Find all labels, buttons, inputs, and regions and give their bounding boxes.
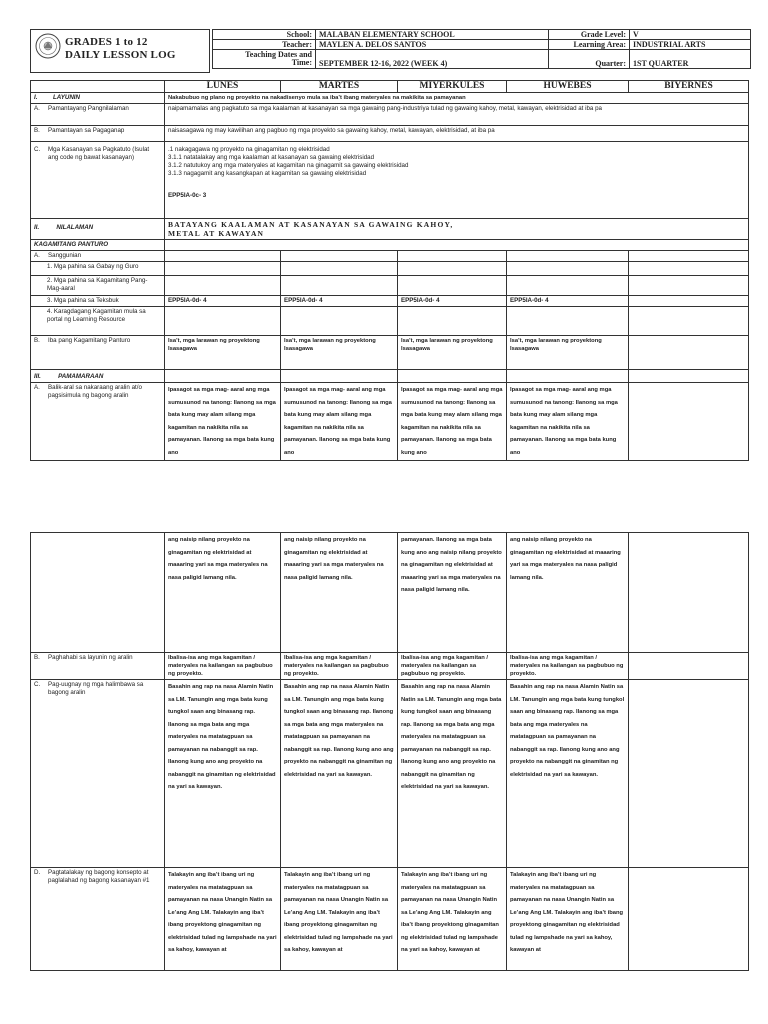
grade-label: Grade Level:: [549, 30, 630, 40]
day-header-miyerkules: MIYERKULES: [398, 81, 507, 93]
dates-value: SEPTEMBER 12-16, 2022 (WEEK 4): [316, 50, 549, 69]
gabay-guro-label: 1. Mga pahina sa Gabay ng Guro: [31, 262, 165, 276]
area-label: Learning Area:: [549, 40, 630, 50]
quarter-value: 1ST QUARTER: [630, 50, 751, 69]
pamamaraan-cell: [629, 370, 749, 383]
paghahabi-biyernes: [629, 653, 749, 680]
pagtatalakay-label: D. Pagtatalakay ng bagong konsepto at paglalahad ng bagong kasanayan #1: [31, 868, 165, 971]
balik-aral-huwebes: Ipasagot sa mga mag- aaral ang mga sumusunod na tanong: Ilanong sa mga bata kung may alam silang mga kagamitan na nakikita nila sa pamayanan. Ilanong sa mga bata kung ano: [507, 383, 629, 461]
pamamaraan-cell: [281, 370, 398, 383]
pamantayan-sa-pagaganap-label: B. Pamantayan sa Pagaganap: [31, 126, 165, 142]
gabay-guro-cell: [507, 262, 629, 276]
pamamaraan-cell: [507, 370, 629, 383]
balik-aral-lunes: Ipasagot sa mga mag- aaral ang mga sumusunod na tanong: Ilanong sa mga bata kung may alam silang mga kagamitan na nakikita nila sa pamayanan. Ilanong sa mga bata kung ano: [165, 383, 281, 461]
kagamitang-mag-aaral-cell: [398, 276, 507, 296]
balik-aral-miyerkules: Ipasagot sa mga mag- aaral ang mga sumusunod na tanong: Ilanong sa mga bata kung may alam silang mga kagamitan na nakikita nila sa pamayanan. Ilanong sa mga bata kung ano: [398, 383, 507, 461]
pagtatalakay-miyerkules: Talakayin ang iba’t ibang uri ng materyales na matatagpuan sa pamayanan na nasa Unangin Natin sa Le’ang Ang LM. Talakayin ang iba’t ibang proyektong ginagamitan ng elektrisidad tulad ng lampshade na yari sa kahoy, kawayan at: [398, 868, 507, 971]
teksbuk-huwebes: EPP5IA-0d- 4: [507, 296, 629, 307]
logo-box: [30, 29, 210, 73]
kagamitang-mag-aaral-cell: [165, 276, 281, 296]
pamamaraan-heading: III. PAMAMARAAN: [31, 370, 165, 383]
layunin-heading: I. LAYUNIN: [31, 93, 165, 104]
continued-martes: ang naisip nilang proyekto na ginagamitan ng elektrisidad at maaaring yari sa mga materyales na nasa paligid lamang nila.: [281, 533, 398, 653]
continued-lunes: ang naisip nilang proyekto na ginagamitan ng elektrisidad at maaaring yari sa mga materyales na nasa paligid lamang nila.: [165, 533, 281, 653]
learning-resource-cell: [281, 307, 398, 336]
header-info-table: [212, 29, 751, 69]
teacher-label: Teacher:: [213, 40, 316, 50]
iba-pang-kagamitan-martes: Isa’t, mga larawan ng proyektong Isasagawa: [281, 336, 398, 370]
day-header-lunes: LUNES: [165, 81, 281, 93]
kagamitang-mag-aaral-cell: [281, 276, 398, 296]
dates-label: Teaching Dates and Time:: [213, 50, 316, 69]
dll-title: GRADES 1 to 12 DAILY LESSON LOG: [65, 36, 176, 61]
day-header-biyernes: BIYERNES: [629, 81, 749, 93]
gabay-guro-cell: [398, 262, 507, 276]
sanggunian-cell: [281, 251, 398, 262]
lesson-table-page2: [30, 532, 749, 971]
teksbuk-biyernes: [629, 296, 749, 307]
balik-aral-biyernes: [629, 383, 749, 461]
school-value: MALABAN ELEMENTARY SCHOOL: [316, 30, 549, 40]
school-label: School:: [213, 30, 316, 40]
iba-pang-kagamitan-miyerkules: Isa’t, mga larawan ng proyektong Isasagawa: [398, 336, 507, 370]
balik-aral-martes: Ipasagot sa mga mag- aaral ang mga sumusunod na tanong: Ilanong sa mga bata kung may alam silang mga kagamitan na nakikita nila sa pamayanan. Ilanong sa mga bata kung ano: [281, 383, 398, 461]
sanggunian-cell: [165, 251, 281, 262]
pag-uugnay-biyernes: [629, 680, 749, 868]
layunin-text: Nakabubuo ng plano ng proyekto na nakadisenyo mula sa iba’t ibang materyales na makikita sa pamayanan: [165, 93, 749, 104]
gabay-guro-cell: [165, 262, 281, 276]
paghahabi-lunes: Ibalisa-isa ang mga kagamitan / materyales na kailangan sa pagbubuo ng proyekto.: [165, 653, 281, 680]
continued-biyernes: [629, 533, 749, 653]
quarter-label: Quarter:: [549, 50, 630, 69]
learning-resource-cell: [507, 307, 629, 336]
pamamaraan-cell: [398, 370, 507, 383]
pag-uugnay-martes: Basahin ang rap na nasa Alamin Natin sa LM. Tanungin ang mga bata kung tungkol saan ang binasang rap. Ilanong sa mga bata ang mga materyales na matatagpuan sa pamayanan na nabanggit sa rap. Ilanong kung ano ang proyekto na nabanggit na ginamitan ng elektrisidad na yari sa kawayan.: [281, 680, 398, 868]
pamantayang-pangnilalaman-text: naipamamalas ang pagkatuto sa mga kaalaman at kasanayan sa mga gawaing pang-industriya tulad ng gawaing kahoy, metal, kawayan, elektrisidad at iba pa: [165, 104, 749, 126]
continued-miyerkules: pamayanan. Ilanong sa mga bata kung ano ang naisip nilang proyekto na ginagamitan ng elektrisidad at maaaring yari sa mga materyales na nasa paligid lamang nila.: [398, 533, 507, 653]
kagamitang-mag-aaral-cell: [629, 276, 749, 296]
kagamitang-panturo-blank: [165, 240, 749, 251]
pag-uugnay-huwebes: Basahin ang rap na nasa Alamin Natin sa LM. Tanungin ang mga bata kung tungkol saan ang binasang rap. Ilanong sa mga bata ang mga materyales na matatagpuan sa pamayanan na nabanggit sa rap. Ilanong kung ano ang proyekto na nabanggit na ginamitan ng elektrisidad na yari sa kawayan.: [507, 680, 629, 868]
teksbuk-martes: EPP5IA-0d- 4: [281, 296, 398, 307]
teksbuk-lunes: EPP5IA-0d- 4: [165, 296, 281, 307]
day-header-huwebes: HUWEBES: [507, 81, 629, 93]
teksbuk-miyerkules: EPP5IA-0d- 4: [398, 296, 507, 307]
iba-pang-kagamitan-huwebes: Isa’t, mga larawan ng proyektong Isasagawa: [507, 336, 629, 370]
sanggunian-cell: [507, 251, 629, 262]
day-header-martes: MARTES: [281, 81, 398, 93]
paghahabi-miyerkules: Ibalisa-isa ang mga kagamitan / materyales na kailangan sa pagbubuo ng proyekto.: [398, 653, 507, 680]
teacher-value: MAYLEN A. DELOS SANTOS: [316, 40, 549, 50]
continued-label-cell: [31, 533, 165, 653]
kasanayan-text: .1 nakagagawa ng proyekto na ginagamitan ng elektrisidad 3.1.1 natatalakay ang mga kaalaman at kasanayan sa gawaing elektrisidad 3.1.2 natutukoy ang mga materyales at kagamitan na ginagamit sa gawaing elektrisidad 3.1.3 nagagamit ang kasangkapan at kagamitan sa gawaing elektrisidad EPP5IA-0c- 3: [165, 142, 749, 219]
deped-seal-icon: [35, 33, 61, 59]
pagtatalakay-lunes: Talakayin ang iba’t ibang uri ng materyales na matatagpuan sa pamayanan na nasa Unangin Natin sa Le’ang Ang LM. Talakayin ang iba’t ibang proyektong ginagamitan ng elektrisidad tulad ng lampshade na yari sa kahoy, kawayan at: [165, 868, 281, 971]
pag-uugnay-lunes: Basahin ang rap na nasa Alamin Natin sa LM. Tanungin ang mga bata kung tungkol saan ang binasang rap. Ilanong sa mga bata ang mga materyales na matatagpuan sa pamayanan na nabanggit sa rap. Ilanong kung ano ang proyekto na nabanggit na ginamitan ng elektrisidad na yari sa kawayan.: [165, 680, 281, 868]
pamamaraan-cell: [165, 370, 281, 383]
pamantayang-pangnilalaman-label: A. Pamantayang Pangnilalaman: [31, 104, 165, 126]
continued-huwebes: ang naisip nilang proyekto na ginagamitan ng elektrisidad at maaaring yari sa mga materyales na nasa paligid lamang nila.: [507, 533, 629, 653]
learning-resource-cell: [629, 307, 749, 336]
iba-pang-kagamitan-label: B. Iba pang Kagamitang Panturo: [31, 336, 165, 370]
pag-uugnay-miyerkules: Basahin ang rap na nasa Alamin Natin sa LM. Tanungin ang mga bata kung tungkol saan ang binasang rap. Ilanong sa mga bata ang mga materyales na matatagpuan sa pamayanan na nabanggit sa rap. Ilanong kung ano ang proyekto na nabanggit na ginamitan ng elektrisidad na yari sa kawayan.: [398, 680, 507, 868]
teksbuk-label: 3. Mga pahina sa Teksbuk: [31, 296, 165, 307]
pagtatalakay-biyernes: [629, 868, 749, 971]
kagamitang-panturo-heading: KAGAMITANG PANTURO: [31, 240, 165, 251]
pagtatalakay-martes: Talakayin ang iba’t ibang uri ng materyales na matatagpuan sa pamayanan na nasa Unangin Natin sa Le’ang Ang LM. Talakayin ang iba’t ibang proyektong ginagamitan ng elektrisidad tulad ng lampshade na yari sa kahoy, kawayan at: [281, 868, 398, 971]
iba-pang-kagamitan-biyernes: [629, 336, 749, 370]
paghahabi-huwebes: Ibalisa-isa ang mga kagamitan / materyales na kailangan sa pagbubuo ng proyekto.: [507, 653, 629, 680]
pamantayan-sa-pagaganap-text: naisasagawa ng may kawilihan ang pagbuo ng mga proyekto sa gawaing kahoy, metal, kawayan, elektrisidad, at iba pa: [165, 126, 749, 142]
gabay-guro-cell: [629, 262, 749, 276]
learning-resource-label: 4. Karagdagang Kagamitan mula sa portal ng Learning Resource: [31, 307, 165, 336]
nilalaman-text: BATAYANG KAALAMAN AT KASANAYAN SA GAWAING KAHOY, METAL AT KAWAYAN: [165, 219, 749, 240]
balik-aral-label: A. Balik-aral sa nakaraang aralin at/o pagsisimula ng bagong aralin: [31, 383, 165, 461]
area-value: INDUSTRIAL ARTS: [630, 40, 751, 50]
learning-resource-cell: [165, 307, 281, 336]
sanggunian-label: A. Sanggunian: [31, 251, 165, 262]
kagamitang-mag-aaral-cell: [507, 276, 629, 296]
kasanayan-label: C. Mga Kasanayan sa Pagkatuto (Isulat ang code ng bawat kasanayan): [31, 142, 165, 219]
grade-value: V: [630, 30, 751, 40]
lesson-table-page1: [30, 80, 749, 461]
sanggunian-cell: [398, 251, 507, 262]
gabay-guro-cell: [281, 262, 398, 276]
pagtatalakay-huwebes: Talakayin ang iba’t ibang uri ng materyales na matatagpuan sa pamayanan na nasa Unangin Natin sa Le’ang Ang LM. Talakayin ang iba’t ibang proyektong ginagamitan ng elektrisidad tulad ng lampshade na yari sa kahoy, kawayan at: [507, 868, 629, 971]
paghahabi-label: B. Paghahabi sa layunin ng aralin: [31, 653, 165, 680]
paghahabi-martes: Ibalisa-isa ang mga kagamitan / materyales na kailangan sa pagbubuo ng proyekto.: [281, 653, 398, 680]
kagamitang-mag-aaral-label: 2. Mga pahina sa Kagamitang Pang-Mag-aaral: [31, 276, 165, 296]
day-header-blank: [31, 81, 165, 93]
iba-pang-kagamitan-lunes: Isa’t, mga larawan ng proyektong Isasagawa: [165, 336, 281, 370]
sanggunian-cell: [629, 251, 749, 262]
nilalaman-heading: II. NILALAMAN: [31, 219, 165, 240]
learning-resource-cell: [398, 307, 507, 336]
pag-uugnay-label: C. Pag-uugnay ng mga halimbawa sa bagong aralin: [31, 680, 165, 868]
